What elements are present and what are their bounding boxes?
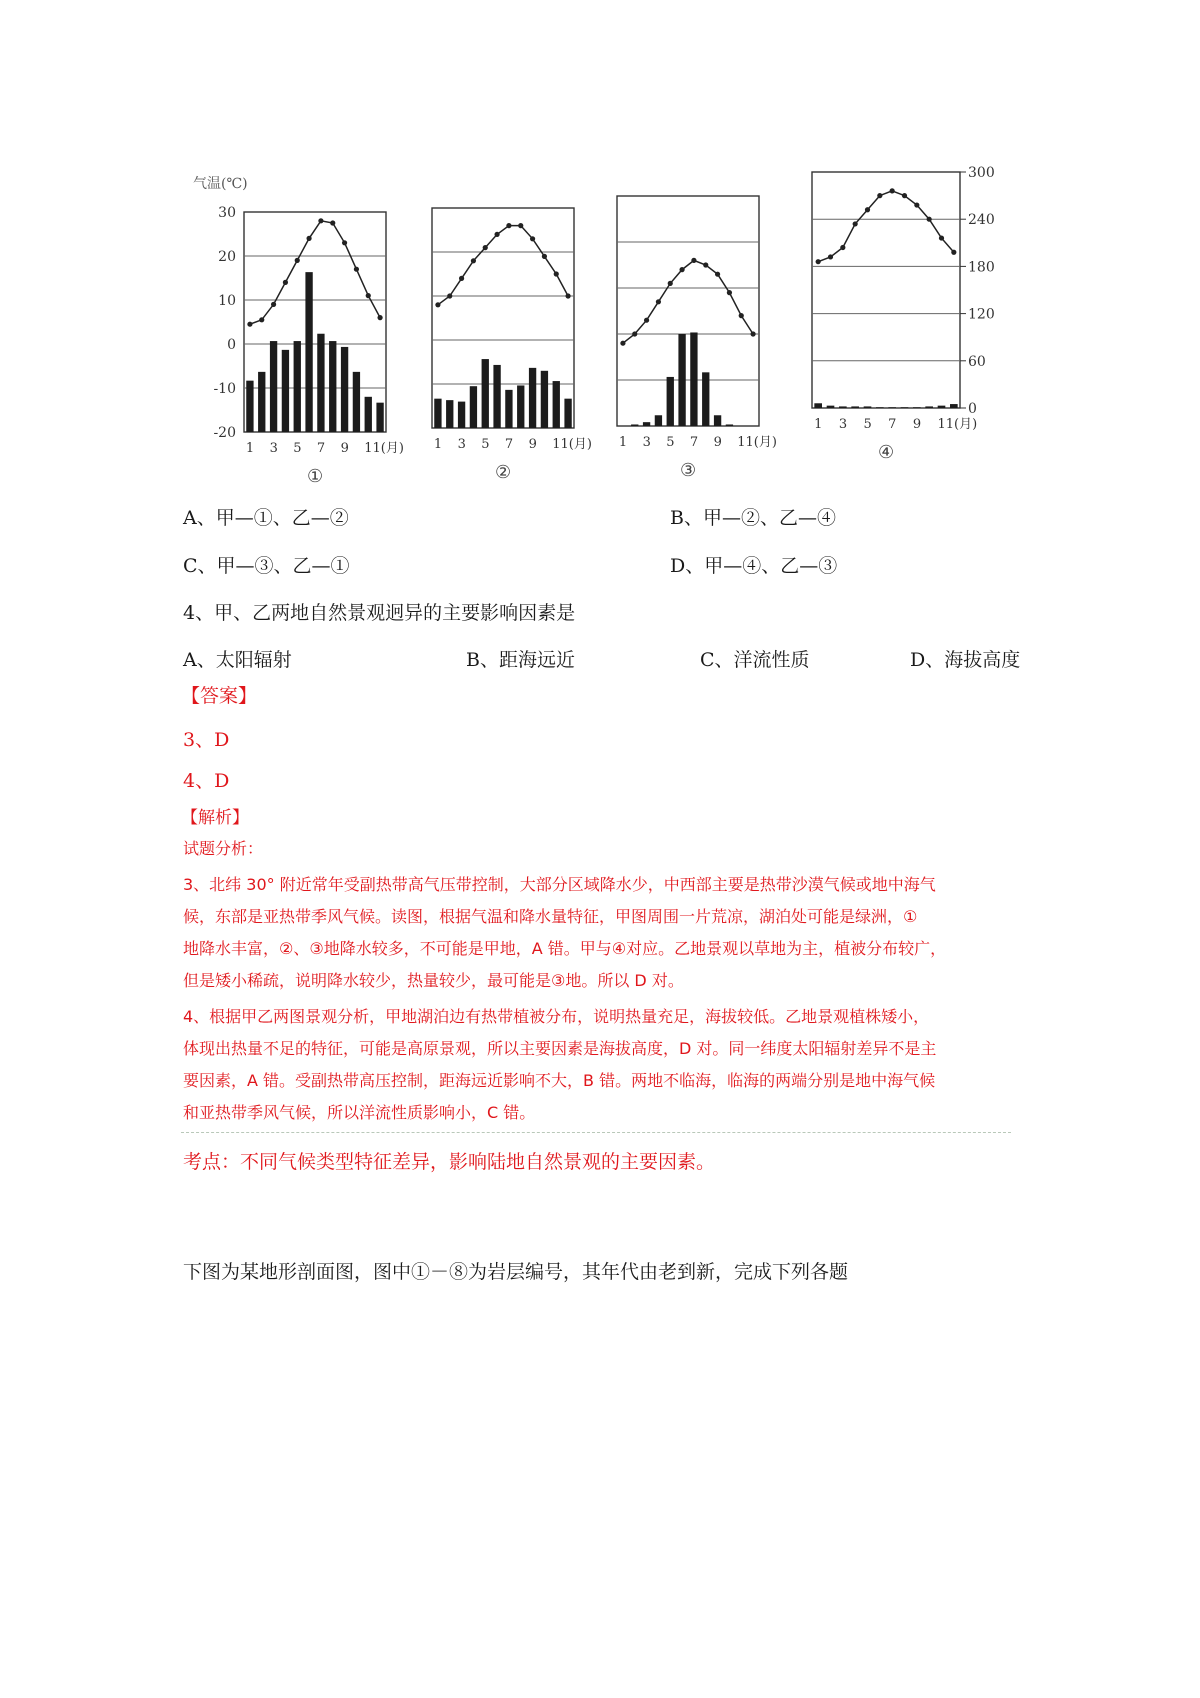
x-tick-label: 1: [433, 437, 443, 452]
x-tick-label: 1: [245, 441, 255, 456]
chart-number-label: ②: [495, 462, 512, 483]
q3-option-d: D、甲—④、乙—③: [670, 555, 838, 577]
temperature-point: [542, 254, 547, 259]
precip-bar: [925, 406, 933, 408]
divider: [181, 1132, 1011, 1133]
y-tick-label: 0: [227, 337, 236, 353]
precip-bar: [458, 402, 465, 428]
temperature-point: [828, 254, 833, 259]
x-tick-label: 5: [666, 435, 675, 450]
precip-bar: [864, 406, 872, 408]
y2-tick-label: 60: [968, 353, 986, 370]
temperature-point: [668, 281, 673, 286]
x-tick-label: 3: [642, 435, 651, 450]
temperature-point: [518, 223, 523, 228]
temperature-point: [902, 193, 907, 198]
x-tick-label: 9: [713, 435, 722, 450]
precip-bar: [305, 272, 312, 432]
analysis-line: 4、根据甲乙两图景观分析，甲地湖泊边有热带植被分布，说明热量充足，海拔较低。乙地景观植株矮小，: [183, 1007, 930, 1026]
q4-option-c: C、洋流性质: [700, 649, 810, 671]
q4-option-b: B、距海远近: [466, 649, 575, 671]
precip-bar: [726, 424, 733, 426]
precip-bar: [564, 399, 571, 428]
temperature-point: [366, 293, 371, 298]
temperature-point: [342, 240, 347, 245]
climate-chart-2: [432, 208, 592, 483]
q3-option-a: A、甲—①、乙—②: [183, 507, 349, 529]
x-tick-label: 5: [293, 441, 302, 456]
temperature-point: [565, 293, 570, 298]
precip-bar: [888, 407, 896, 408]
temperature-point: [750, 331, 755, 336]
temperature-point: [447, 293, 452, 298]
y-tick-label: -20: [213, 425, 236, 441]
answer-heading: 【答案】: [181, 685, 258, 707]
precip-bar: [901, 407, 909, 408]
analysis-line: 但是矮小稀疏，说明降水较少，热量较少，最可能是③地。所以 D 对。: [183, 971, 684, 990]
precip-bar: [505, 390, 512, 428]
precip-bar: [643, 422, 650, 426]
temperature-point: [632, 331, 637, 336]
x-tick-label: 7: [888, 417, 897, 432]
temperature-line: [250, 221, 380, 324]
chart-number-label: ①: [307, 466, 324, 487]
x-tick-label: 9: [340, 441, 349, 456]
y-axis-label: 气温(℃): [193, 176, 248, 192]
x-tick-label: 5: [863, 417, 872, 432]
q4-option-a: A、太阳辐射: [183, 649, 292, 671]
temperature-point: [816, 259, 821, 264]
x-tick-label: 1: [814, 417, 823, 432]
temperature-point: [483, 245, 488, 250]
temperature-line: [438, 226, 568, 305]
precip-bar: [317, 334, 324, 432]
temperature-point: [715, 272, 720, 277]
climate-chart-4: [812, 165, 995, 463]
temperature-point: [506, 223, 511, 228]
analysis-heading: 【解析】: [181, 808, 249, 828]
temperature-point: [656, 299, 661, 304]
temperature-line: [818, 191, 954, 262]
temperature-line: [623, 260, 753, 343]
chart-frame: [812, 172, 960, 408]
temperature-point: [554, 271, 559, 276]
x-tick-label: 7: [689, 435, 699, 450]
temperature-point: [459, 276, 464, 281]
x-tick-label: 3: [838, 417, 848, 432]
temperature-point: [330, 220, 335, 225]
precip-bar: [517, 385, 524, 428]
x-tick-label: 3: [269, 441, 278, 456]
chart-number-label: ④: [878, 442, 895, 463]
x-tick-label: 7: [316, 441, 326, 456]
precip-bar: [482, 359, 489, 428]
precip-bar: [851, 406, 859, 408]
temperature-point: [727, 290, 732, 295]
analysis-line: 要因素，A 错。受副热带高压控制，距海远近影响不大，B 错。两地不临海，临海的两端分别是地中海气候: [183, 1071, 936, 1090]
precip-bar: [950, 404, 958, 408]
precip-bar: [827, 406, 835, 408]
answer-3: 3、D: [183, 729, 230, 751]
q3-option-c: C、甲—③、乙—①: [183, 555, 350, 577]
precip-bar: [553, 381, 560, 428]
y2-tick-label: 180: [968, 259, 995, 276]
temperature-point: [939, 235, 944, 240]
x-tick-label: 7: [504, 437, 514, 452]
precip-bar: [655, 415, 662, 426]
temperature-point: [865, 207, 870, 212]
temperature-point: [739, 313, 744, 318]
temperature-point: [890, 188, 895, 193]
temperature-point: [471, 258, 476, 263]
temperature-point: [494, 232, 499, 237]
x-tick-label: 3: [457, 437, 466, 452]
precip-bar: [365, 397, 372, 432]
temperature-point: [853, 221, 858, 226]
y2-tick-label: 300: [968, 165, 995, 181]
temperature-point: [283, 280, 288, 285]
precip-bar: [876, 407, 884, 408]
temperature-point: [679, 267, 684, 272]
q4-stem: 4、甲、乙两地自然景观迥异的主要影响因素是: [183, 602, 576, 624]
temperature-point: [703, 262, 708, 267]
temperature-point: [951, 250, 956, 255]
q3-option-b: B、甲—②、乙—④: [670, 507, 836, 529]
precip-bar: [470, 386, 477, 428]
temperature-point: [377, 315, 382, 320]
precip-bar: [678, 334, 685, 426]
x-tick-label: 11(月): [552, 437, 592, 452]
analysis-line: 地降水丰富，②、③地降水较多，不可能是甲地，A 错。甲与④对应。乙地景观以草地为主，植被分布较广，: [183, 939, 947, 958]
precip-bar: [814, 403, 822, 408]
precip-bar: [353, 372, 360, 432]
answer-4: 4、D: [183, 770, 230, 792]
analysis-line: 体现出热量不足的特征，可能是高原景观，所以主要因素是海拔高度，D 对。同一纬度太阳辐射差异不是主: [183, 1039, 937, 1058]
x-tick-label: 9: [912, 417, 922, 432]
precip-bar: [690, 332, 697, 426]
precip-bar: [329, 341, 336, 432]
analysis-intro: 试题分析：: [183, 839, 264, 858]
climate-chart-3: [617, 196, 777, 481]
precip-bar: [270, 341, 277, 432]
precip-bar: [446, 400, 453, 428]
temperature-point: [247, 322, 252, 327]
x-tick-label: 11(月): [737, 435, 777, 450]
y-tick-label: 20: [218, 249, 236, 265]
precip-bar: [341, 347, 348, 432]
precip-bar: [246, 381, 253, 432]
analysis-line: 候，东部是亚热带季风气候。读图，根据气温和降水量特征，甲图周围一片荒凉，湖泊处可能是绿洲，①: [183, 907, 918, 926]
x-tick-label: 5: [481, 437, 490, 452]
y-tick-label: 10: [218, 293, 236, 309]
next-question-intro: 下图为某地形剖面图，图中①－⑧为岩层编号，其年代由老到新，完成下列各题: [183, 1261, 849, 1283]
x-tick-label: 1: [618, 435, 628, 450]
x-tick-label: 11(月): [937, 417, 978, 432]
precip-bar: [913, 407, 921, 408]
temperature-point: [354, 267, 359, 272]
temperature-point: [691, 258, 696, 263]
temperature-point: [271, 302, 276, 307]
precip-bar: [667, 377, 674, 426]
temperature-point: [877, 193, 882, 198]
analysis-line: 和亚热带季风气候，所以洋流性质影响小，C 错。: [183, 1103, 536, 1122]
climate-chart-1: [213, 205, 403, 487]
precip-bar: [434, 399, 441, 428]
precip-bar: [282, 350, 289, 432]
temperature-point: [914, 202, 919, 207]
precip-bar: [839, 406, 847, 408]
temperature-point: [927, 217, 932, 222]
temperature-point: [259, 317, 264, 322]
chart-number-label: ③: [680, 460, 697, 481]
x-tick-label: 11(月): [364, 441, 404, 456]
temperature-point: [318, 218, 323, 223]
precip-bar: [493, 365, 500, 428]
temperature-point: [620, 341, 625, 346]
temperature-point: [306, 236, 311, 241]
y2-tick-label: 0: [968, 401, 977, 417]
y-tick-label: 30: [218, 205, 236, 221]
temperature-point: [435, 302, 440, 307]
precip-bar: [938, 406, 946, 408]
temperature-point: [295, 258, 300, 263]
analysis-point: 考点：不同气候类型特征差异，影响陆地自然景观的主要因素。: [183, 1151, 716, 1173]
analysis-line: 3、北纬 30° 附近常年受副热带高气压带控制，大部分区域降水少，中西部主要是热带沙漠气候或地中海气: [183, 875, 936, 894]
precip-bar: [702, 372, 709, 426]
chart-frame: [617, 196, 759, 426]
y-tick-label: -10: [213, 381, 236, 397]
precip-bar: [541, 371, 548, 428]
x-tick-label: 9: [528, 437, 537, 452]
precip-bar: [294, 341, 301, 432]
climate-charts-figure: [0, 0, 1200, 500]
precip-bar: [714, 415, 721, 426]
y2-tick-label: 240: [968, 212, 995, 229]
precip-bar: [529, 368, 536, 428]
precip-bar: [631, 424, 638, 426]
precip-bar: [258, 372, 265, 432]
temperature-point: [840, 245, 845, 250]
temperature-point: [644, 318, 649, 323]
y2-tick-label: 120: [968, 306, 995, 323]
temperature-point: [530, 236, 535, 241]
precip-bar: [376, 403, 383, 432]
q4-option-d: D、海拔高度: [910, 649, 1021, 671]
